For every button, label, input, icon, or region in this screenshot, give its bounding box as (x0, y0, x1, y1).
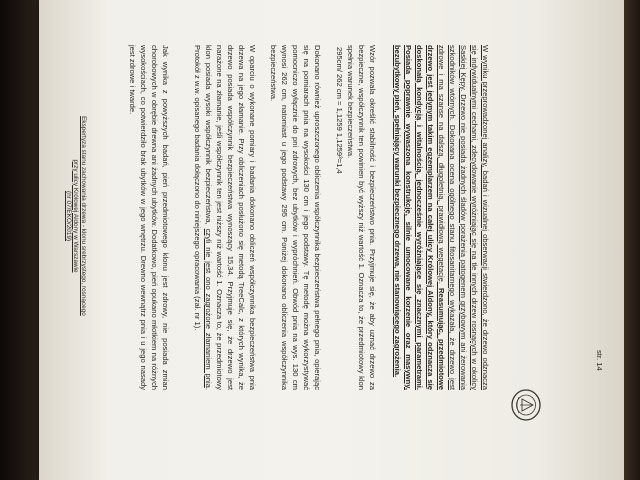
paragraph-treecalc (192, 45, 258, 390)
binder-edge (624, 0, 640, 480)
safety-formula: 295cm/ 262 cm = 1,1259 1,1259³=1,4 (335, 47, 344, 174)
header-line-1: Ekspertyza stanu zachowania drzewa - klonu srebrzystego, rosnącego (80, 116, 87, 316)
page-number: str. 14 (595, 350, 604, 371)
paragraph-simplified-calculation: Dokonano również uproszczonego obliczenia współczynnika bezpieczeństwa pełnego pnia, opierając się na pomiarach pnia na wysokości 130 cm i jego podstawy. Tę metodę można wykorzystywać pomocniczo wyłącznie do pni zdrowych, bez ubytków i wypróchnień. Obwód pnia na wys. 130 cm wynosi 262 cm, natomiast u jego podstawy 295 cm. Poniżej dokonano obliczenia współczynnika bezpieczeństwa. (269, 45, 322, 390)
round-stamp-icon (510, 388, 542, 422)
paragraph-conclusion-lead: W wyniku przeprowadzonej analizy, badań i wizualnej obserwacji stwierdzono, że drzewo odznacza się indywidualnymi cechami, zdecydowanie wyróżniając się na tle innych drzew rosnących w okolicy Saskiej Kępy. Drzewo nie posiada żadnych śladów porażenia patogenem grzybowym ani żerowania szkodników wtórnych. Dokonana ocena ogólnego stanu fitosanitarnego wykazała, że drzewo jest zdrowe i ma szanse na dalszą, długoletnią, prawidłową wegetację. (437, 45, 490, 390)
paragraph-formula-explanation: Wzór pozwala określić stabilność i bezpieczeństwo pnia. Przyjmuje się, że aby uznać drzewo za bezpieczne, współczynnik ten powinien być wyższy niż wartość 1. Oznacza to, że przedmiotowy klon spełnia warunek bezpieczeństwa. (346, 45, 377, 390)
paragraph-trunk-condition: Jak wynika z powyższych badań, pień przedmiotowego klonu jest zdrowy, nie posiada zmian chorobowych w obrębie drewna ani żadnych ubytków. Dodatkowo, pień opukano młotkiem na różnych wysokościach, co potwierdziło brak ubytków w jego wnętrzu. Drewno wewnątrz pnia i u jego nasady jest zdrowe i twarde. (128, 45, 170, 390)
document-page (39, 0, 624, 480)
paper-sheet (39, 0, 624, 480)
paragraph-conclusion (392, 45, 491, 390)
paragraph-treecalc-underlined: czyli nie jest ono zagrożone złamaniem pnia (204, 228, 213, 388)
header-line-2: przy ulicy Królowej Aldony w Warszawie (72, 159, 80, 273)
header-line-3: (nr 07/EKO/2019) (64, 190, 72, 242)
paragraph-treecalc-end: . Protokół z w.w. opisanego badania dołączono do niniejszego opracowania (zał. nr 1). (193, 45, 213, 390)
paragraph-conclusion-summary: Reasumując, przedmiotowe drzewo jest jedynym takim egzemplarzem na całej ulicy Królowej Aldony, który odznacza się doskonałą kondycją i witalnością, jednocześnie wyróżniające się znacznymi parametrami. Posiada poprawnie wywaszona konstrukcję, silnie umocowane korzenie oraz masywny, bezubytkowy pień, spełniający warunki bezpiecznego drzewa, nie stanowiącego zagrożenia. (393, 45, 446, 390)
document-header (64, 46, 87, 386)
paragraph-treecalc-text: W oparciu o wykonane pomiary i badania dokonano obliczeń współczynnika bezpieczeństwa pnia drzewa na jego złamanie. Przy obliczeniach posłużono się metodą TreeCalc, z których wynika, że drzewo posiada współczynnik bezpieczeństwa wynoszący 15,34. Przyjmuje się, że drzewo jest narażone na złamanie, jeśli współczynnik ten jest niższy niż wartość 1. Oznacza to, że przedmiotowy klon posiada wysoki współczynnik bezpieczeństwa, (204, 45, 257, 390)
background-shadow (0, 0, 39, 480)
